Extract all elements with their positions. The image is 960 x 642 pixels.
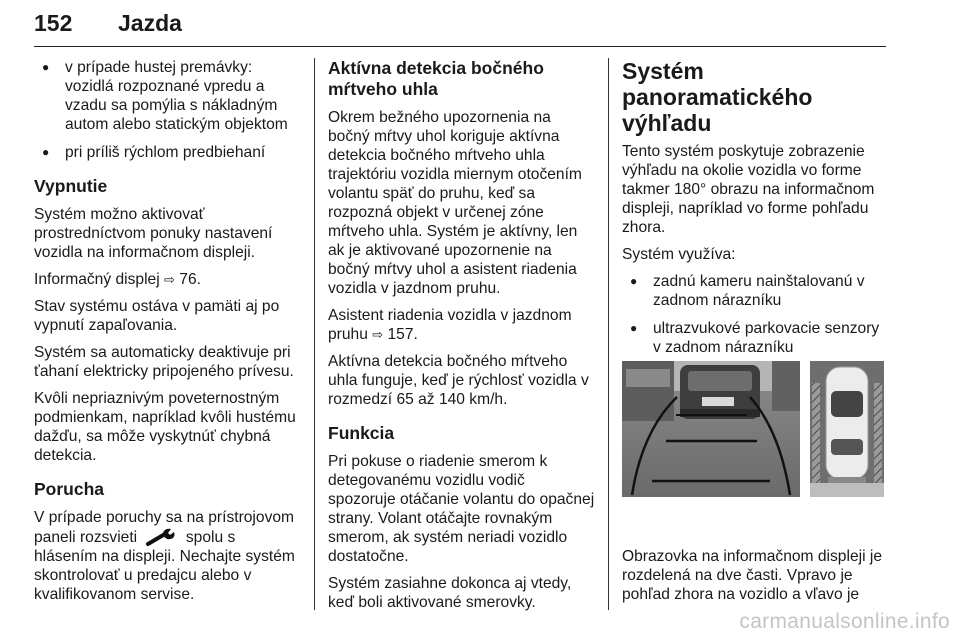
paragraph: Systém sa automaticky deaktivuje pri ťahaní elektricky pripojeného prívesu. xyxy=(34,344,294,380)
heading-active-blind-spot: Aktívna detekcia bočného mŕtveho uhla xyxy=(328,58,544,99)
column-right xyxy=(622,58,890,367)
paragraph-with-reference xyxy=(328,306,596,344)
heading-panoramic-view: Systém panoramatického výhľadu xyxy=(622,58,813,136)
page-reference[interactable]: 76. xyxy=(179,271,201,288)
paragraph: Okrem bežného upozornenia na bočný mŕtvy uhol koriguje aktívna detekcia bočného mŕtveho uhla trajektóriu vozidla miernym otočením volantu späť do pruhu, keď sa rozpozná objekt v určenej zóne mŕtveho uhla. Systém je aktívny, len ak je aktivované upozornenie na bočný mŕtvy uhol a asistent riadenia vozidla v jazdnom pruhu. xyxy=(328,109,582,297)
list-item: ● ultrazvukové parkovacie senzory v zadnom nárazníku xyxy=(622,319,890,357)
heading-vypnutie: Vypnutie xyxy=(34,176,108,196)
watermark: carmanualsonline.info xyxy=(739,610,950,633)
page-reference[interactable]: 157. xyxy=(387,326,418,343)
paragraph: Obrazovka na informačnom displeji je rozdelená na dve časti. Vpravo je pohľad zhora na vozidlo a vľavo je xyxy=(622,548,883,603)
bullet-list xyxy=(34,58,302,162)
list-item: ● v prípade hustej premávky: vozidlá rozpoznané vpredu a vzadu sa pomýlia s nákladným autom alebo statickým objektom xyxy=(34,58,302,134)
column-middle xyxy=(328,58,596,620)
paragraph: Aktívna detekcia bočného mŕtveho uhla funguje, keď je rýchlosť vozidla v rozmedzí 65 až 140 km/h. xyxy=(328,353,589,408)
paragraph-with-reference xyxy=(34,270,302,289)
paragraph: Systém využíva: xyxy=(622,246,736,263)
wrench-icon xyxy=(145,527,179,547)
paragraph-text: Asistent riadenia vozidla v jazdnom pruhu xyxy=(328,307,572,343)
heading-porucha: Porucha xyxy=(34,479,105,499)
paragraph: Pri pokuse o riadenie smerom k detegovanému vozidlu vodič spozoruje otáčanie volantu do opačnej strany. Volant otáčajte rovnakým smerom, ak systém neriadi vozidlo dostatočne. xyxy=(328,453,595,565)
section-title: Jazda xyxy=(118,10,182,36)
paragraph: Stav systému ostáva v pamäti aj po vypnutí zapaľovania. xyxy=(34,298,280,334)
paragraph: Systém možno aktivovať prostredníctvom ponuky nastavení vozidla na informačnom displeji. xyxy=(34,206,273,261)
paragraph-with-icon xyxy=(34,508,302,604)
heading-funkcia: Funkcia xyxy=(328,423,395,443)
paragraph: Kvôli nepriaznivým poveternostným podmienkam, napríklad kvôli hustému dažďu, sa môže vyskytnúť chybná detekcia. xyxy=(34,390,296,464)
page-header xyxy=(34,4,886,47)
column-divider xyxy=(314,58,315,610)
list-item: ● zadnú kameru nainštalovanú v zadnom nárazníku xyxy=(622,272,890,310)
paragraph-text: Informačný displej xyxy=(34,271,160,288)
paragraph: Tento systém poskytuje zobrazenie výhľadu na okolie vozidla vo forme takmer 180° obrazu na informačnom displeji, napríklad vo forme pohľadu zhora. xyxy=(622,143,875,236)
page-number: 152 xyxy=(34,10,73,36)
column-left xyxy=(34,58,302,612)
column-divider xyxy=(608,58,609,610)
list-item: ● pri príliš rýchlom predbiehaní xyxy=(34,143,302,162)
paragraph-text: spolu s hlásením na displeji. Nechajte systém skontrolovať u predajcu alebo v kvalifikovanom servise. xyxy=(34,529,295,603)
rear-camera-image xyxy=(622,361,800,497)
arrow-right-icon: ⇨ xyxy=(164,272,175,287)
paragraph-text: V prípade poruchy sa na prístrojovom paneli rozsvieti xyxy=(34,509,295,546)
panoramic-view-figure xyxy=(622,361,884,497)
top-view-image xyxy=(810,361,884,497)
bullet-list xyxy=(622,272,890,357)
arrow-right-icon: ⇨ xyxy=(372,327,384,342)
paragraph: Systém zasiahne dokonca aj vtedy, keď boli aktivované smerovky. xyxy=(328,575,572,611)
